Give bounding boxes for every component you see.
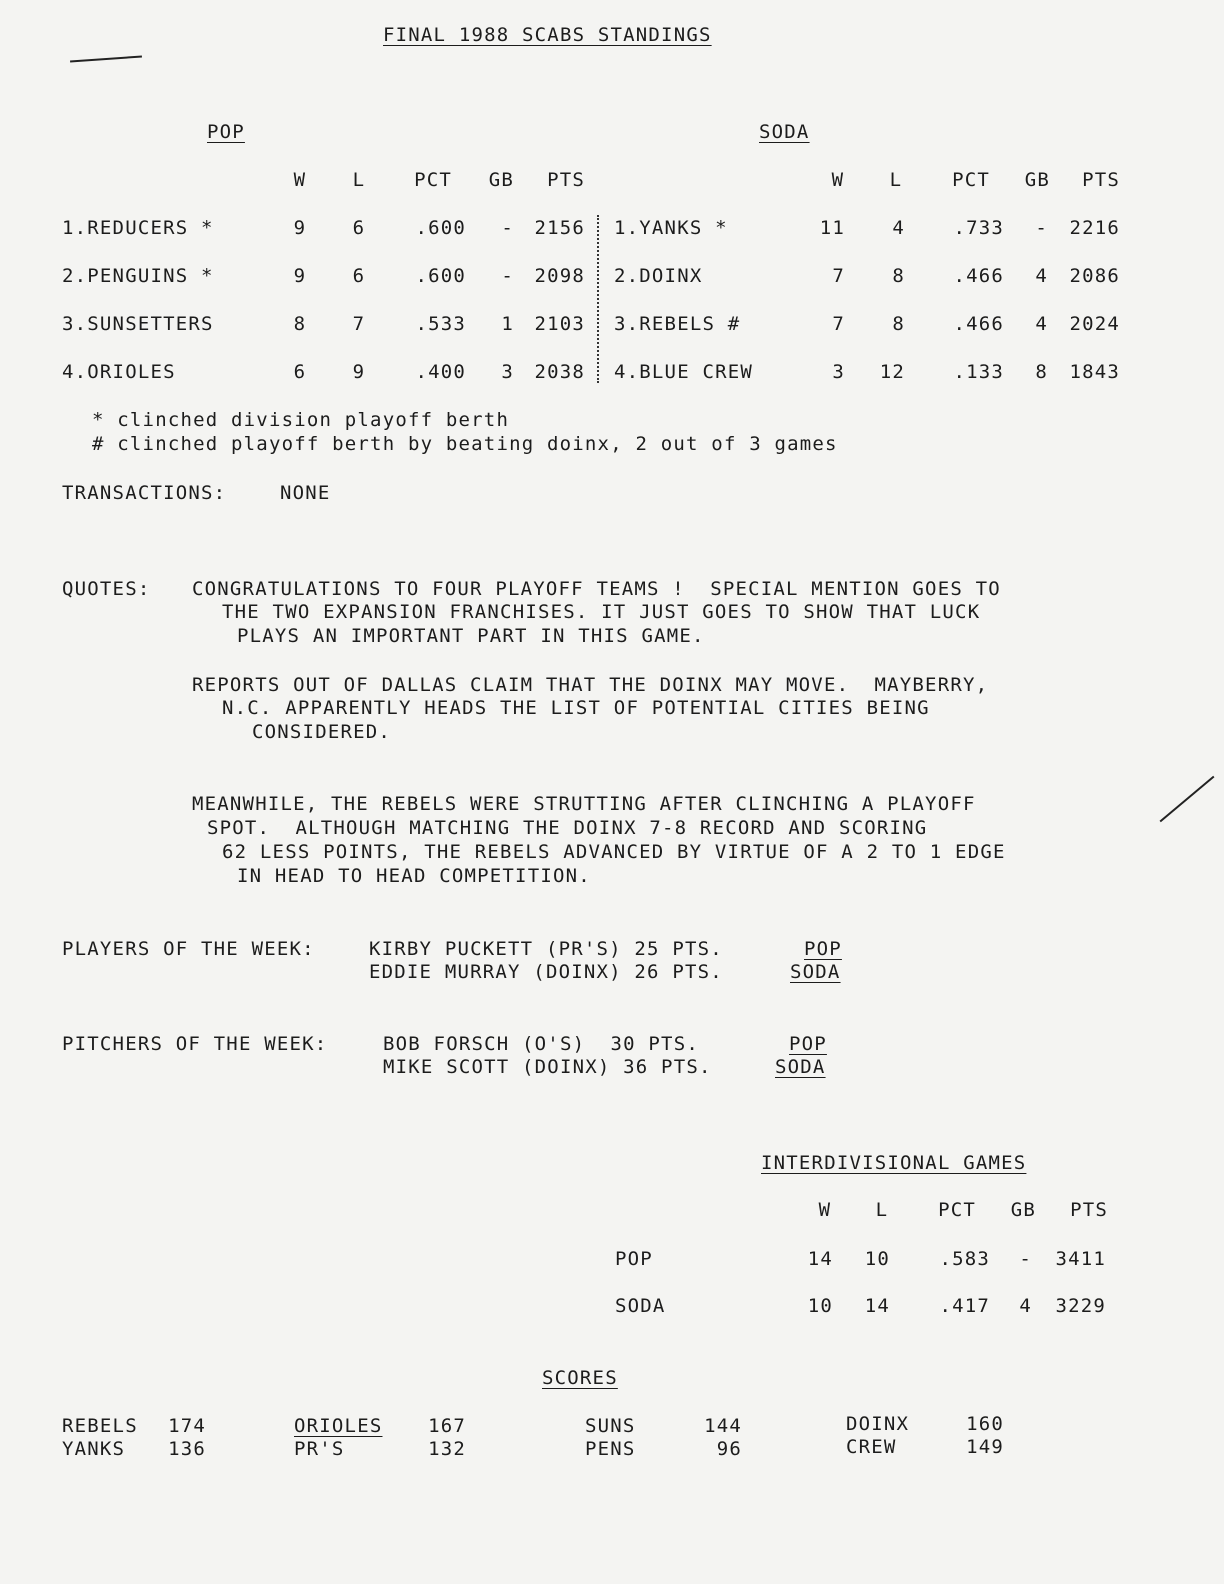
quote-line: THE TWO EXPANSION FRANCHISES. IT JUST GOES TO SHOW THAT LUCK xyxy=(222,601,981,623)
score: 136 xyxy=(168,1438,206,1460)
pts: 2103 xyxy=(534,313,585,335)
pop-col-pct: PCT xyxy=(414,169,452,191)
interdiv-division: POP xyxy=(615,1248,653,1270)
pen-mark xyxy=(1160,776,1215,823)
score: 160 xyxy=(966,1413,1004,1435)
player-division: POP xyxy=(804,938,842,960)
quote-line: MEANWHILE, THE REBELS WERE STRUTTING AFTER CLINCHING A PLAYOFF xyxy=(192,793,976,815)
pct: .466 xyxy=(953,265,1004,287)
pts: 1843 xyxy=(1069,361,1120,383)
transactions-value: NONE xyxy=(280,482,331,504)
team-name: PR'S xyxy=(294,1438,345,1460)
quotes-label: QUOTES: xyxy=(62,578,151,600)
team-name: PENS xyxy=(585,1438,636,1460)
score: 96 xyxy=(716,1438,742,1460)
score: 167 xyxy=(428,1415,466,1437)
pitchers-of-week-label: PITCHERS OF THE WEEK: xyxy=(62,1033,328,1055)
team-name: 3.SUNSETTERS xyxy=(62,313,214,335)
interdiv-division: SODA xyxy=(615,1295,666,1317)
losses: 12 xyxy=(879,361,905,383)
player-division: SODA xyxy=(790,961,841,983)
team-name: 2.PENGUINS * xyxy=(62,265,214,287)
pitcher-division: SODA xyxy=(775,1056,826,1078)
gb: 1 xyxy=(501,313,514,335)
team-name: YANKS xyxy=(62,1438,126,1460)
gb: - xyxy=(501,265,514,287)
interdivisional-title: INTERDIVISIONAL GAMES xyxy=(761,1152,1027,1174)
soda-col-pct: PCT xyxy=(952,169,990,191)
gb: - xyxy=(1035,217,1048,239)
wins: 10 xyxy=(807,1295,833,1317)
losses: 4 xyxy=(892,217,905,239)
soda-col-l: L xyxy=(889,169,903,191)
score: 144 xyxy=(704,1415,742,1437)
interdiv-col-w: W xyxy=(818,1199,832,1221)
soda-col-pts: PTS xyxy=(1082,169,1120,191)
wins: 8 xyxy=(293,313,307,335)
team-name: 2.DOINX xyxy=(614,265,703,287)
losses: 7 xyxy=(352,313,366,335)
pitcher-entry: BOB FORSCH (O'S) 30 PTS. xyxy=(383,1033,699,1055)
division-divider xyxy=(597,215,599,383)
quote-line: PLAYS AN IMPORTANT PART IN THIS GAME. xyxy=(237,625,705,647)
pct: .600 xyxy=(415,217,466,239)
pct: .400 xyxy=(415,361,466,383)
interdiv-col-pts: PTS xyxy=(1070,1199,1108,1221)
team-name: DOINX xyxy=(846,1413,910,1435)
player-entry: KIRBY PUCKETT (PR'S) 25 PTS. xyxy=(369,938,723,960)
wins: 11 xyxy=(819,217,845,239)
soda-col-w: W xyxy=(831,169,845,191)
pts: 2156 xyxy=(534,217,585,239)
quote-line: CONGRATULATIONS TO FOUR PLAYOFF TEAMS ! SPECIAL MENTION GOES TO xyxy=(192,578,1001,600)
score: 174 xyxy=(168,1415,206,1437)
losses: 14 xyxy=(864,1295,890,1317)
gb: 8 xyxy=(1035,361,1048,383)
pop-col-l: L xyxy=(352,169,366,191)
pct: .417 xyxy=(939,1295,990,1317)
pitcher-entry: MIKE SCOTT (DOINX) 36 PTS. xyxy=(383,1056,712,1078)
quote-line: IN HEAD TO HEAD COMPETITION. xyxy=(237,865,591,887)
pct: .466 xyxy=(953,313,1004,335)
losses: 8 xyxy=(892,265,905,287)
quote-line: 62 LESS POINTS, THE REBELS ADVANCED BY VIRTUE OF A 2 TO 1 EDGE xyxy=(222,841,1006,863)
wins: 6 xyxy=(293,361,307,383)
team-name: SUNS xyxy=(585,1415,636,1437)
pts: 2086 xyxy=(1069,265,1120,287)
team-name: 3.REBELS # xyxy=(614,313,741,335)
pen-mark xyxy=(70,55,142,62)
soda-division-header: SODA xyxy=(759,121,810,143)
wins: 7 xyxy=(832,265,845,287)
team-name: 1.REDUCERS * xyxy=(62,217,214,239)
pts: 3229 xyxy=(1055,1295,1106,1317)
losses: 10 xyxy=(864,1248,890,1270)
losses: 6 xyxy=(352,217,366,239)
pts: 2038 xyxy=(534,361,585,383)
footnote-clinched-division: * clinched division playoff berth xyxy=(92,409,510,431)
pct: .583 xyxy=(939,1248,990,1270)
interdiv-col-pct: PCT xyxy=(938,1199,976,1221)
page-title: FINAL 1988 SCABS STANDINGS xyxy=(383,24,712,46)
pct: .533 xyxy=(415,313,466,335)
pct: .600 xyxy=(415,265,466,287)
losses: 6 xyxy=(352,265,366,287)
wins: 7 xyxy=(832,313,845,335)
interdiv-col-l: L xyxy=(875,1199,889,1221)
pts: 2216 xyxy=(1069,217,1120,239)
wins: 14 xyxy=(807,1248,833,1270)
team-name: 4.ORIOLES xyxy=(62,361,176,383)
losses: 8 xyxy=(892,313,905,335)
gb: 4 xyxy=(1019,1295,1032,1317)
pop-col-w: W xyxy=(293,169,307,191)
pts: 2098 xyxy=(534,265,585,287)
footnote-clinched-playoff: # clinched playoff berth by beating doinx, 2 out of 3 games xyxy=(92,433,838,455)
wins: 3 xyxy=(832,361,845,383)
pitcher-division: POP xyxy=(789,1033,827,1055)
interdiv-col-gb: GB xyxy=(1010,1199,1036,1221)
gb: - xyxy=(1019,1248,1032,1270)
pop-col-pts: PTS xyxy=(547,169,585,191)
team-name: 1.YANKS * xyxy=(614,217,728,239)
wins: 9 xyxy=(293,265,307,287)
pop-division-header: POP xyxy=(207,121,245,143)
pct: .733 xyxy=(953,217,1004,239)
pts: 2024 xyxy=(1069,313,1120,335)
gb: 4 xyxy=(1035,313,1048,335)
team-name: 4.BLUE CREW xyxy=(614,361,754,383)
gb: - xyxy=(501,217,514,239)
gb: 4 xyxy=(1035,265,1048,287)
quote-line: SPOT. ALTHOUGH MATCHING THE DOINX 7-8 RECORD AND SCORING xyxy=(207,817,928,839)
quote-line: CONSIDERED. xyxy=(252,721,392,743)
scores-title: SCORES xyxy=(542,1367,618,1389)
players-of-week-label: PLAYERS OF THE WEEK: xyxy=(62,938,315,960)
score: 149 xyxy=(966,1436,1004,1458)
pct: .133 xyxy=(953,361,1004,383)
losses: 9 xyxy=(352,361,366,383)
soda-col-gb: GB xyxy=(1024,169,1050,191)
transactions-label: TRANSACTIONS: xyxy=(62,482,227,504)
wins: 9 xyxy=(293,217,307,239)
score: 132 xyxy=(428,1438,466,1460)
team-name: REBELS xyxy=(62,1415,138,1437)
team-name: CREW xyxy=(846,1436,897,1458)
pop-col-gb: GB xyxy=(488,169,514,191)
player-entry: EDDIE MURRAY (DOINX) 26 PTS. xyxy=(369,961,723,983)
gb: 3 xyxy=(501,361,514,383)
quote-line: N.C. APPARENTLY HEADS THE LIST OF POTENTIAL CITIES BEING xyxy=(222,697,930,719)
quote-line: REPORTS OUT OF DALLAS CLAIM THAT THE DOINX MAY MOVE. MAYBERRY, xyxy=(192,674,989,696)
pts: 3411 xyxy=(1055,1248,1106,1270)
team-name: ORIOLES xyxy=(294,1415,383,1437)
